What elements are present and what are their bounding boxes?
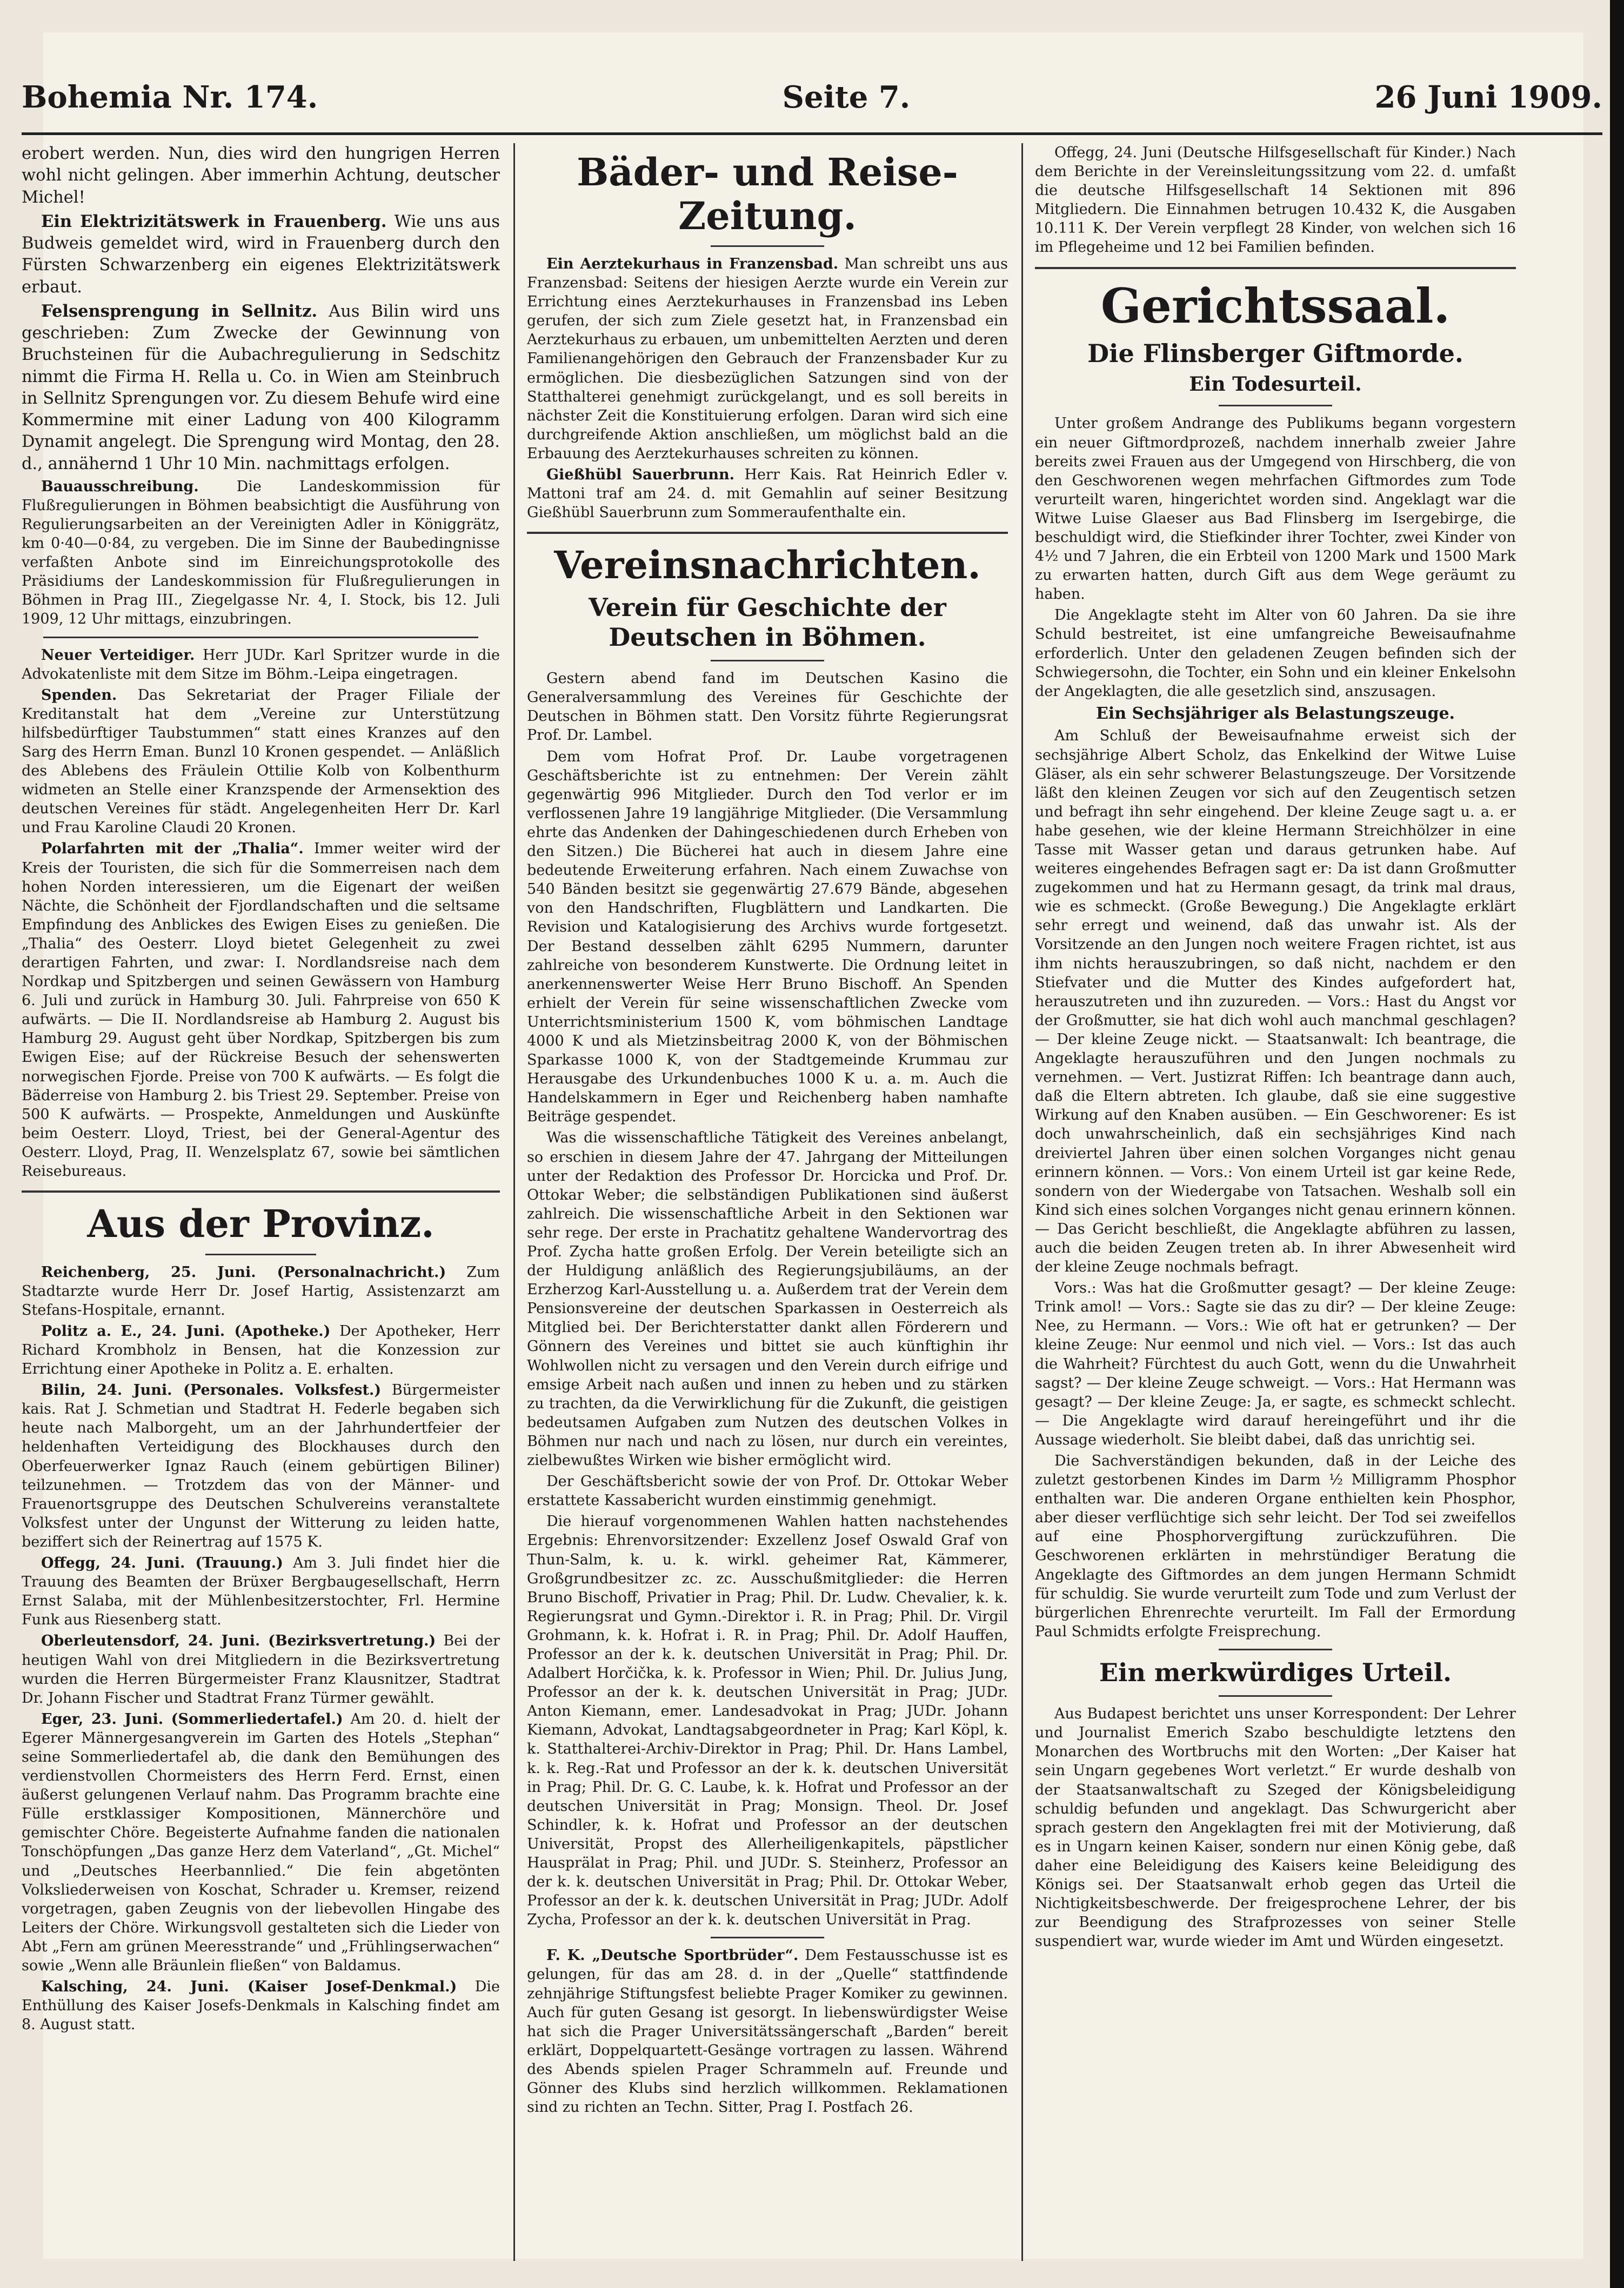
header-rule bbox=[22, 132, 1602, 135]
article-text: Man schreibt uns aus Franzensbad: Seitens der hiesigen Aerzte wurde ein Verein zur Errichtung eines Aerztekurhauses in Franzensbad ins Leben gerufen, der sich zum Ziele gesetzt hat, in Franzensbad ein Aerztekurhaus zu erbauen, um unbemittelten Aerzten und deren Familienangehörigen den Gebrauch der Franzensbader Kur zu ermöglichen. Die diesbezüglichen Satzungen sind von der Statthalterei genehmigt zurückgelangt, und es soll bereits in nächster Zeit die Konstituierung erfolgen. Daran wird sich eine durchgreifende Aktion anschließen, um möglichst bald an die Erbauung des Aerztekurhauses schreiten zu können. bbox=[527, 256, 1008, 462]
article-headline: Eger, 23. Juni. (Sommerliedertafel.) bbox=[41, 1710, 343, 1728]
column-1 bbox=[22, 143, 500, 2261]
section-title: Bäder- und Reise-Zeitung. bbox=[577, 150, 958, 238]
article-headline: Ein Aerztekurhaus in Franzensbad. bbox=[546, 256, 839, 272]
separator bbox=[711, 245, 824, 247]
article bbox=[22, 1554, 500, 1629]
article bbox=[22, 1263, 500, 1320]
separator bbox=[527, 532, 1008, 534]
article-text: Immer weiter wird der Kreis der Touristen, die sich für die Sommerreisen nach dem hohen Norden interessieren, um die Eigenart der weißen Nächte, die Schönheit der Fjordlandschaften und die seltsame Empfindung des Anblickes des Ewigen Eises zu genießen. Die „Thalia“ des Oesterr. Lloyd bietet Gelegenheit zu zwei derartigen Fahrten, und zwar: I. Nordlandsreise nach dem Nordkap und Spitzbergen und seinen Gewässern von Hamburg 6. Juli und zurück in Hamburg 30. Juli. Fahrpreise von 650 K aufwärts. — Die II. Nordlandsreise ab Hamburg 2. August bis Hamburg 29. August geht über Nordkap, Spitzbergen bis zum Ewigen Eise; auf der Rückreise Besuch der sehenswerten norwegischen Fjorde. Preise von 700 K aufwärts. — Es folgt die Bäderreise von Hamburg 2. bis Triest 29. September. Preise von 500 K aufwärts. — Prospekte, Anmeldungen und Auskünfte beim Oesterr. Lloyd, Triest, bei der General-Agentur des Oesterr. Lloyd, Prag, II. Wenzelsplatz 67, sowie bei sämtlichen Reisebureaus. bbox=[22, 840, 500, 1180]
page-header bbox=[22, 73, 1602, 122]
article-text: Vors.: Was hat die Großmutter gesagt? — Der kleine Zeuge: Trink amol! — Vors.: Sagte sie das zu dir? — Der kleine Zeuge: Nee, zu Hermann. — Vors.: Wie oft hat er getrunken? — Der kleine Zeuge: Nur eenmol und nich viel. — Vors.: Ist das auch die Wahrheit? Fürchtest du auch Gott, wenn du die Unwahrheit sagst? — Der kleine Zeuge schweigt. — Vors.: Hat Hermann was gesagt? — Der kleine Zeuge: Ja, er sagte, es schmeckt schlecht. — Die Angeklagte wird darauf hereingeführt und ihr die Aussage wiederholt. Sie bleibt dabei, daß das unrichtig sei. bbox=[1035, 1280, 1516, 1448]
column-2 bbox=[527, 143, 1008, 2261]
article bbox=[22, 211, 500, 298]
article-text: Dem vom Hofrat Prof. Dr. Laube vorgetragenen Geschäftsberichte ist zu entnehmen: Der Verein zählt gegenwärtig 996 Mitglieder. Durch den Tod verlor er im verflossenen Jahre 19 langjährige Mitglieder. (Die Versammlung ehrte das Andenken der Dahingeschiedenen durch Erheben von den Sitzen.) Die Bücherei hat auch in diesem Jahre eine bedeutende Erweiterung erfahren. Nach einem Zuwachse von 540 Bänden besitzt sie gegenwärtig 27.679 Bände, abgesehen von den Handschriften, Flugblättern und Landkarten. Die Revision und Katalogisierung des Archivs wurde fortgesetzt. Der Bestand desselben zählt 6295 Nummern, darunter zahlreiche von besonderem Kunstwerte. Die Ordnung leitet in anerkennenswerter Weise Herr Bruno Bischoff. An Spenden erhielt der Verein für seine wissenschaftlichen Zwecke vom Unterrichtsministerium 1500 K, vom böhmischen Landtage 4000 K und als Mietzinsbeitrag 2000 K, von der Böhmischen Sparkasse 1000 K, von der Stadtgemeinde Krummau zur Herausgabe des Urkundenbuches 1000 K u. a. m. Auch die Handelskammern in Eger und Reichenberg haben namhafte Beiträge gespendet. bbox=[527, 748, 1008, 1126]
article-text: Dem Festausschusse ist es gelungen, für das am 28. d. in der „Quelle“ stattfindende zehnjährige Stiftungsfest beliebte Prager Komiker zu gewinnen. Auch für guten Gesang ist gesorgt. In liebenswürdigster Weise hat sich die Prager Universitätssängerschaft „Barden“ bereit erklärt, Doppelquartett-Gesänge vortragen zu lassen. Während des Abends spielen Prager Schrammeln auf. Freunde und Gönner des Klubs sind herzlich willkommen. Reklamationen sind zu richten an Techn. Sitter, Prag I. Postfach 26. bbox=[527, 1947, 1008, 2116]
header-page-number: Seite 7. bbox=[782, 79, 911, 115]
article-headline: Bilin, 24. Juni. (Personales. Volksfest.) bbox=[41, 1382, 382, 1399]
article-headline: Kalsching, 24. Juni. (Kaiser Josef-Denkmal.) bbox=[41, 1978, 457, 1996]
article bbox=[22, 839, 500, 1181]
article-title: Die Flinsberger Giftmorde. bbox=[1087, 338, 1463, 368]
column-divider bbox=[513, 143, 515, 2261]
header-issue: Bohemia Nr. 174. bbox=[22, 79, 318, 115]
separator bbox=[711, 1937, 824, 1938]
article bbox=[22, 646, 500, 684]
scan-edge bbox=[1610, 0, 1624, 2288]
article-headline: Polarfahrten mit der „Thalia“. bbox=[41, 840, 304, 858]
article-text: Die hierauf vorgenommenen Wahlen hatten nachstehendes Ergebnis: Ehrenvorsitzender: Exzellenz Josef Oswald Graf von Thun-Salm, k. u. k. wirkl. geheimer Rat, Kämmerer, Großgrundbesitzer zc. zc. Ausschußmitglieder: die Herren Bruno Bischoff, Privatier in Prag; Phil. Dr. Ludw. Chevalier, k. k. Regierungsrat und Gymn.-Direktor i. R. in Prag; Phil. Dr. Virgil Grohmann, k. k. Hofrat i. R. in Prag; Phil. Dr. Adolf Hauffen, Professor an der k. k. deutschen Universität in Prag; Phil. Dr. Adalbert Horčička, k. k. Professor in Wien; Phil. Dr. Julius Jung, Professor an der k. k. deutschen Universität in Prag; JUDr. Anton Kiemann, emer. Landesadvokat in Prag; JUDr. Johann Kiemann, Advokat, Landtagsabgeordneter in Prag; Karl Köpl, k. k. Statthalterei-Archiv-Direktor in Prag; Phil. Dr. Hans Lambel, k. k. Reg.-Rat und Professor an der k. k. deutschen Universität in Prag; Phil. Dr. G. C. Laube, k. k. Hofrat und Professor an der deutschen Universität in Prag; Monsign. Theol. Dr. Josef Schindler, k. k. Hofrat und Professor an der deutschen Universität, Propst des Allerheiligenkapitels, päpstlicher Hausprälat in Prag; Phil. und JUDr. S. Steinherz, Professor an der k. k. deutschen Universität in Prag; Phil. Dr. Ottokar Weber, Professor an der k. k. deutschen Universität in Prag; JUDr. Adolf Zycha, Professor an der k. k. deutschen Universität in Prag. bbox=[527, 1513, 1008, 1929]
separator bbox=[711, 660, 824, 661]
article-text: Bei der heutigen Wahl von drei Mitgliedern in die Bezirksvertretung wurden die Herren Bürgermeister Franz Klausnitzer, Stadtrat Dr. Johann Fischer und Stadtrat Franz Türmer gewählt. bbox=[22, 1633, 500, 1707]
separator bbox=[1219, 405, 1332, 406]
separator bbox=[43, 637, 478, 638]
article-text: Die Enthüllung des Kaiser Josefs-Denkmals in Kalsching findet am 8. August statt. bbox=[22, 1978, 500, 2033]
article-text: Die Landeskommission für Flußregulierungen in Böhmen beabsichtigt die Ausführung von Regulierungsarbeiten an der Vereinigten Adler in Königgrätz, km 0·40—0·84, zu vergeben. Die im Sinne der Baubedingnisse verfaßten Anbote sind im Einreichungsprotokolle des Präsidiums der Landeskommission für Flußregulierungen in Böhmen in Prag III., Ziegelgasse Nr. 4, I. Stock, bis 12. Juli 1909, 12 Uhr mittags, einzubringen. bbox=[22, 478, 500, 628]
article-text: Gestern abend fand im Deutschen Kasino die Generalversammlung des Vereines für Geschichte der Deutschen in Böhmen statt. Den Vorsitz führte Regierungsrat Prof. Dr. Lambel. bbox=[527, 670, 1008, 744]
section-title: Vereinsnachrichten. bbox=[554, 543, 981, 588]
article bbox=[527, 255, 1008, 463]
article-headline: Gießhübl Sauerbrunn. bbox=[546, 466, 735, 484]
article bbox=[22, 477, 500, 629]
article bbox=[527, 1946, 1008, 2117]
separator bbox=[205, 1254, 316, 1255]
article-text: Am Schluß der Beweisaufnahme erweist sich der sechsjährige Albert Scholz, das Enkelkind der Witwe Luise Gläser, als ein sehr schwerer Belastungszeuge. Der Vorsitzende läßt den kleinen Zeugen vor sich auf den Zeugentisch setzen und befragt ihn sehr eingehend. Der kleine Zeuge sagt u. a. er habe gesehen, wie der kleine Hermann Streichhölzer in eine Tasse mit Wasser getan und daraus getrunken habe. Auf weiteres eingehendes Befragen sagt er: Da ist dann Großmutter zugekommen und hat zu Hermann gesagt, da trink mal draus, wie es schmeckt. (Große Bewegung.) Die Angeklagte erklärt sehr erregt und weinend, daß das unwahr ist. Als der Vorsitzende an den Jungen noch weitere Fragen richtet, ist aus ihm nichts herauszubringen, so daß nicht, nachdem er den Stiefvater und die Mutter des Kindes aufgefordert hat, herauszutreten und ihn zuzureden. — Vors.: Hast du Angst vor der Großmutter, sie hat dich wohl auch manchmal geschlagen? — Der kleine Zeuge nickt. — Staatsanwalt: Ich beantrage, die Angeklagte herauszuführen und den Jungen nochmals zu vernehmen. — Vert. Justizrat Riffen: Ich beantrage dann auch, daß die Eltern abtreten. Ich glaube, daß sie eine suggestive Wirkung auf den Knaben ausüben. — Ein Geschworener: Es ist doch unwahrscheinlich, daß ein sechsjähriges Kind nach dreiviertel Jahren über einen solchen Vorganges nicht genau erinnern können. — Vors.: Von einem Urteil ist gar keine Rede, sondern von der Wiedergabe von Tatsachen. Weshalb soll ein Kind sich eines solchen Vorganges nicht genau erinnern können. — Das Gericht beschließt, die Angeklagte abführen zu lassen, auch die beiden Zeugen treten ab. In ihrer Abwesenheit wird der kleine Zeuge nochmals befragt. bbox=[1035, 727, 1516, 1276]
separator bbox=[1219, 1695, 1332, 1697]
article bbox=[527, 465, 1008, 522]
article bbox=[22, 1631, 500, 1707]
article-text: Am 20. d. hielt der Egerer Männergesangverein im Garten des Hotels „Stephan“ seine Sommerliedertafel ab, die dank den Bemühungen des verdienstvollen Chormeisters des Herrn Ferd. Ernst, einen äußerst gelungenen Verlauf nahm. Das Programm brachte eine Fülle erstklassiger Kompositionen, Männerchöre und gemischter Chöre. Begeisterte Aufnahme fanden die nationalen Tonschöpfungen „Das ganze Herz dem Vaterland“, „Gt. Michel“ und „Deutsches Heerbannlied.“ Die fein abgetönten Volksliederweisen von Koschat, Schrader u. Kremser, reizend vorgetragen, gaben Zeugnis von der liebevollen Hingabe des Leiters der Chöre. Wirkungsvoll gestalteten sich die Lieder von Abt „Fern am grünen Meeresstrande“ und „Frühlingserwachen“ sowie „Wenn alle Bräunlein fließen“ von Baldamus. bbox=[22, 1710, 500, 1974]
section-title: Aus der Provinz. bbox=[87, 1201, 435, 1247]
article-headline: Felsensprengung in Sellnitz. bbox=[41, 301, 318, 321]
article-text: Der Geschäftsbericht sowie der von Prof. Dr. Ottokar Weber erstattete Kassabericht wurden einstimmig genehmigt. bbox=[527, 1473, 1008, 1509]
separator bbox=[22, 1190, 500, 1193]
article-text: Unter großem Andrange des Publikums begann vorgestern ein neuer Giftmordprozeß, nachdem innerhalb zweier Jahre bereits zwei Frauen aus der Umgegend von Hirschberg, die von den Geschworenen wegen mehrfachen Giftmordes zum Tode verurteilt waren, hingerichtet worden sind. Angeklagt war die Witwe Luise Glaeser aus Bad Flinsberg im Isergebirge, die beschuldigt wird, die Stiefkinder ihrer Tochter, zwei Kinder von 4½ und 7 Jahren, die ein Erbteil von 1200 Mark und 1500 Mark zu erwarten hatten, durch Gift aus dem Wege geräumt zu haben. bbox=[1035, 415, 1516, 603]
article-headline: Oberleutensdorf, 24. Juni. (Bezirksvertretung.) bbox=[41, 1633, 436, 1650]
article-text: Die Angeklagte steht im Alter von 60 Jahren. Da sie ihre Schuld bestreitet, ist eine umfangreiche Beweisaufnahme erforderlich. Unter den geladenen Zeugen befinden sich der Schwiegersohn, die Tochter, ein Sohn und ein kleiner Enkelsohn der Angeklagten, die alle gesetzlich sind, anszusagen. bbox=[1035, 607, 1516, 700]
article-text: Herr JUDr. Karl Spritzer wurde in die Advokatenliste mit dem Sitze im Böhm.-Leipa eingetragen. bbox=[22, 646, 500, 683]
article-text: Offegg, 24. Juni (Deutsche Hilfsgesellschaft für Kinder.) Nach dem Berichte in der Vereinsleitungssitzung vom 22. d. umfaßt die deutsche Hilfsgesellschaft 14 Sektionen mit 896 Mitgliedern. Die Einnahmen betrugen 10.432 K, die Ausgaben 10.111 K. Der Verein verpflegt 28 Kinder, von welchen sich 16 im Pflegeheime und 12 bei Familien befinden. bbox=[1035, 144, 1516, 256]
article bbox=[22, 1977, 500, 2034]
article-headline: Offegg, 24. Juni. (Trauung.) bbox=[41, 1555, 283, 1572]
article-text: Das Sekretariat der Prager Filiale der Kreditanstalt hat dem „Vereine zur Unterstützung hilfsbedürftiger Taubstummen“ statt eines Kranzes auf den Sarg des Herrn Eman. Bunzl 10 Kronen gespendet. — Anläßlich des Ablebens des Fräulein Ottilie Kolb von Kolbenthurm widmeten an Stelle einer Kranzspende der Armensektion des deutschen Vereines für städt. Angelegenheiten Herr Dr. Karl und Frau Karoline Claudi 20 Kronen. bbox=[22, 686, 500, 837]
article-headline: Ein Elektrizitätswerk in Frauenberg. bbox=[41, 211, 387, 231]
article-subtitle: Ein Todesurteil. bbox=[1189, 372, 1362, 396]
article-text: Zum Stadtarzte wurde Herr Dr. Josef Hartig, Assistenzarzt am Stefans-Hospitale, ernannt. bbox=[22, 1263, 500, 1319]
article-headline: Reichenberg, 25. Juni. (Personalnachricht.) bbox=[41, 1263, 446, 1281]
article bbox=[22, 1381, 500, 1551]
article-text: Der Apotheker, Herr Richard Krombholz in Bensen, hat die Konzession zur Errichtung einer Apotheke in Politz a. E. erhalten. bbox=[22, 1322, 500, 1378]
column-3 bbox=[1035, 143, 1516, 2261]
article bbox=[22, 300, 500, 475]
article-headline: F. K. „Deutsche Sportbrüder“. bbox=[546, 1947, 799, 1964]
header-date: 26 Juni 1909. bbox=[1374, 79, 1602, 115]
column-divider bbox=[1021, 143, 1023, 2261]
article bbox=[22, 1710, 500, 1975]
article-title: Ein merkwürdiges Urteil. bbox=[1099, 1657, 1452, 1687]
section-title: Gerichtssaal. bbox=[1100, 277, 1451, 334]
article-text: Herr Kais. Rat Heinrich Edler v. Mattoni traf am 24. d. mit Gemahlin auf seiner Besitzung Gießhübl Sauerbrunn zum Sommeraufenthalte ein. bbox=[527, 466, 1008, 521]
article-headline: Neuer Verteidiger. bbox=[41, 646, 195, 664]
article-headline: Bauausschreibung. bbox=[41, 478, 199, 495]
article-text: Was die wissenschaftliche Tätigkeit des Vereines anbelangt, so erschien in diesem Jahre der 47. Jahrgang der Mitteilungen unter der Redaktion des Professor Dr. Horcicka und Prof. Dr. Ottokar Weber; die selbständigen Publikationen sind äußerst zahlreich. Die wissenschaftliche Arbeit in den Sektionen war sehr rege. Der erste in Prachatitz gehaltene Wandervortrag des Prof. Zycha hatte großen Erfolg. Der Verein beteiligte sich an der Huldigung anläßlich des Regierungsjubiläums, an der Erzherzog Karl-Ausstellung u. a. Außerdem trat der Verein dem Pensionsvereine der deutschen Sparkassen in Oesterreich als Mitglied bei. Der Berichterstatter dankt allen Förderern und Gönnern des Vereines und bittet sie auch künftighin ihr Wohlwollen nicht zu versagen und den Verein durch eifrige und emsige Arbeit nach außen und innen zu heben und zu stärken zu trachten, da die Verwirklichung für die Zukunft, die geistigen bedeutsamen Aufgaben zum Nutzen des deutschen Volkes in Böhmen nur nach und nach zu lösen, nur durch ein vereintes, zielbewußtes Wirken wie bisher ermöglicht wird. bbox=[527, 1129, 1008, 1469]
article-text: Die Sachverständigen bekunden, daß in der Leiche des zuletzt gestorbenen Kindes im Darm ½ Milligramm Phosphor enthalten war. Die anderen Organe enthielten kein Phosphor, aber dieser verflüchtige sich sehr leicht. Der Tod sei zweifellos auf eine Phosphorvergiftung zurückzuführen. Die Geschworenen erklärten in mehrstündiger Beratung die Angeklagte des Giftmordes an dem jungen Hermann Schmidt für schuldig. Sie wurde verurteilt zum Tode und zum Verlust der bürgerlichen Ehrenrechte verurteilt. Im Fall der Ermordung Paul Schmidts erfolgte Freisprechung. bbox=[1035, 1453, 1516, 1640]
article-headline: Ein Sechsjähriger als Belastungszeuge. bbox=[1096, 704, 1455, 723]
article-headline: Spenden. bbox=[41, 686, 117, 704]
article bbox=[22, 1322, 500, 1379]
article-text: Aus Bilin wird uns geschrieben: Zum Zwecke der Gewinnung von Bruchsteinen für die Aubachregulierung in Sedschitz nimmt die Firma H. Rella u. Co. in Wien am Steinbruch in Sellnitz Sprengungen vor. Zu diesem Behufe wird eine Kommermine mit einer Ladung von 400 Kilogramm Dynamit angelegt. Die Sprengung wird Montag, den 28. d., annähernd 1 Uhr 10 Min. nachmittags erfolgen. bbox=[22, 302, 500, 473]
separator bbox=[1035, 267, 1516, 269]
separator bbox=[1219, 1649, 1332, 1650]
article-title: Verein für Geschichte der Deutschen in Böhmen. bbox=[589, 592, 946, 652]
article-text: Bürgermeister kais. Rat J. Schmetian und Stadtrat H. Federle begaben sich heute nach Malborgeht, um an der Jahrhundertfeier der heldenhaften Verteidigung des Blockhauses durch den Oberfeuerwerker Ignaz Rauch (einem gebürtigen Biliner) teilzunehmen. — Trotzdem das von der Männer- und Frauenortsgruppe des Deutschen Schulvereins veranstaltete Volksfest unter der Ungunst der Witterung zu leiden hatte, beziffert sich der Reinertrag auf 1575 K. bbox=[22, 1382, 500, 1550]
article bbox=[22, 686, 500, 838]
article-text: erobert werden. Nun, dies wird den hungrigen Herren wohl nicht gelingen. Aber immerhin Achtung, deutscher Michel! bbox=[22, 144, 500, 207]
article-headline: Politz a. E., 24. Juni. (Apotheke.) bbox=[41, 1322, 331, 1340]
article-text: Aus Budapest berichtet uns unser Korrespondent: Der Lehrer und Journalist Emerich Szabo beschuldigte letztens den Monarchen des Wortbruchs mit den Worten: „Der Kaiser hat sein Ungarn gegebenes Wort verletzt.“ Er wurde deshalb von der Staatsanwaltschaft zu Szeged der Königsbeleidigung schuldig befunden und angeklagt. Das Schwurgericht aber sprach gestern den Angeklagten frei mit der Motivierung, daß es in Ungarn keinen Kaiser, sondern nur einen König gebe, daß daher eine Beleidigung des Kaisers keine Beleidigung des Königs sei. Der Staatsanwalt erhob gegen das Urteil die Nichtigkeitsbeschwerde. Der freigesprochene Lehrer, der bis zur Beendigung des Strafprozesses von seiner Stelle suspendiert war, wurde wieder im Amt und Würden eingesetzt. bbox=[1035, 1705, 1516, 1950]
article-text: Am 3. Juli findet hier die Trauung des Beamten der Brüxer Bergbaugesellschaft, Herrn Ernst Salaba, mit der Mühlenbesitzerstochter, Frl. Hermine Funk aus Riesenberg statt. bbox=[22, 1555, 500, 1629]
article-text: Wie uns aus Budweis gemeldet wird, wird in Frauenberg durch den Fürsten Schwarzenberg ein eigenes Elektrizitätswerk erbaut. bbox=[22, 212, 500, 297]
